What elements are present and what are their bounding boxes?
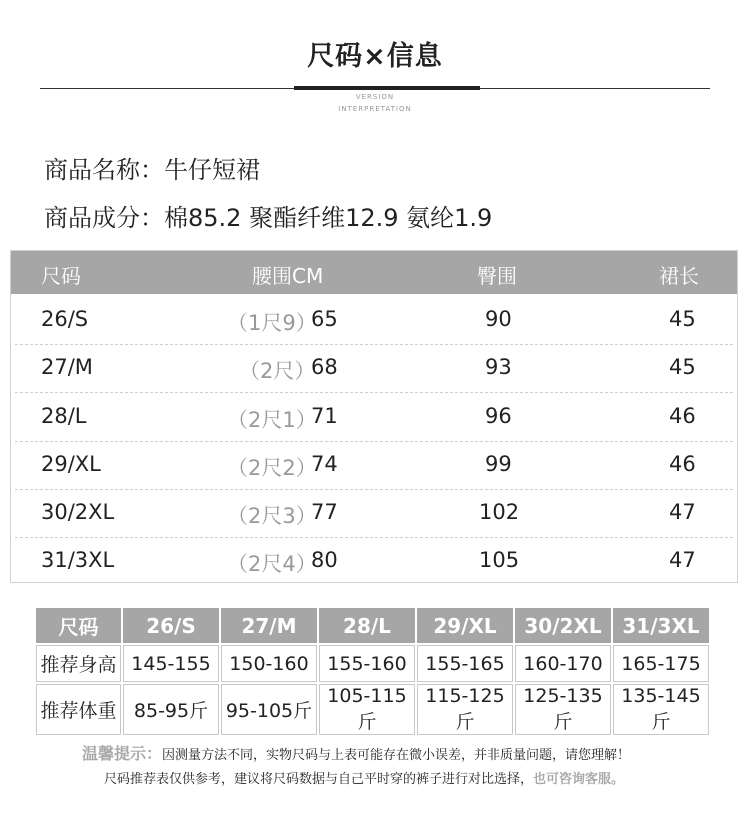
title-subtitle-version: VERSION xyxy=(355,93,395,101)
table-row xyxy=(11,394,737,442)
tip-text-1: 因测量方法不同，实物尺码与上表可能存在微小误差，并非质量问题，请您理解！ xyxy=(162,748,631,763)
row-note: （2尺4） xyxy=(227,552,317,576)
row-length: 47 xyxy=(669,548,696,572)
recommendation-table xyxy=(34,606,711,737)
size-table-header xyxy=(11,251,737,294)
tip-contact-service: 也可咨询客服。 xyxy=(533,772,625,787)
rec-header-row xyxy=(36,608,709,643)
row-note: （2尺） xyxy=(239,359,316,383)
title-subtitle-interpretation: INTERPRETATION xyxy=(338,105,412,113)
rec-header-size: 26/S xyxy=(123,608,219,643)
tip-line-2 xyxy=(104,768,624,787)
table-row xyxy=(11,345,737,393)
row-waist: 74 xyxy=(311,452,338,476)
row-waist: 65 xyxy=(311,307,338,331)
row-note: （1尺9） xyxy=(227,311,317,335)
rec-weight-value: 125-135斤 xyxy=(515,684,611,735)
rec-height-value: 165-175 xyxy=(613,645,709,682)
tip-line-1 xyxy=(82,741,630,764)
rec-height-value: 145-155 xyxy=(123,645,219,682)
rec-header-size: 30/2XL xyxy=(515,608,611,643)
rec-weight-value: 135-145斤 xyxy=(613,684,709,735)
row-size: 30/2XL xyxy=(41,500,115,524)
rec-height-value: 160-170 xyxy=(515,645,611,682)
row-waist: 77 xyxy=(311,500,338,524)
rec-header-size: 27/M xyxy=(221,608,317,643)
row-waist: 71 xyxy=(311,404,338,428)
rec-height-value: 150-160 xyxy=(221,645,317,682)
row-hip: 105 xyxy=(479,548,520,572)
page-title: 尺码×信息 xyxy=(307,41,443,72)
row-length: 46 xyxy=(669,404,696,428)
title-rule-accent xyxy=(294,86,480,90)
row-size: 27/M xyxy=(41,355,93,379)
product-material: 商品成分：棉85.2 聚酯纤维12.9 氨纶1.9 xyxy=(44,204,493,232)
rec-weight-value: 95-105斤 xyxy=(221,684,317,735)
row-length: 46 xyxy=(669,452,696,476)
row-waist: 68 xyxy=(311,355,338,379)
rec-height-value: 155-160 xyxy=(319,645,415,682)
row-divider xyxy=(15,392,733,393)
table-row xyxy=(11,538,737,586)
rec-weight-value: 105-115斤 xyxy=(319,684,415,735)
rec-header-size: 29/XL xyxy=(417,608,513,643)
size-table xyxy=(10,250,738,583)
header-length: 裙长 xyxy=(659,264,699,288)
header-size: 尺码 xyxy=(41,264,81,288)
tip-label: 温馨提示： xyxy=(82,744,163,763)
row-length: 45 xyxy=(669,307,696,331)
table-row xyxy=(11,490,737,538)
row-hip: 90 xyxy=(485,307,512,331)
row-note: （2尺3） xyxy=(227,504,317,528)
row-length: 47 xyxy=(669,500,696,524)
row-hip: 96 xyxy=(485,404,512,428)
row-size: 26/S xyxy=(41,307,89,331)
rec-header-size: 28/L xyxy=(319,608,415,643)
table-row xyxy=(11,442,737,490)
rec-height-row xyxy=(36,645,709,682)
rec-weight-label: 推荐体重 xyxy=(36,684,121,735)
rec-weight-value: 115-125斤 xyxy=(417,684,513,735)
rec-height-value: 155-165 xyxy=(417,645,513,682)
product-name: 商品名称：牛仔短裙 xyxy=(44,156,260,184)
row-hip: 102 xyxy=(479,500,520,524)
tip-text-2: 尺码推荐表仅供参考，建议将尺码数据与自己平时穿的裤子进行对比选择， xyxy=(104,772,534,787)
rec-header-label: 尺码 xyxy=(36,608,121,643)
header-waist: 腰围CM xyxy=(252,264,324,288)
row-note: （2尺1） xyxy=(227,408,317,432)
row-size: 28/L xyxy=(41,404,87,428)
row-length: 45 xyxy=(669,355,696,379)
rec-header-size: 31/3XL xyxy=(613,608,709,643)
rec-height-label: 推荐身高 xyxy=(36,645,121,682)
row-note: （2尺2） xyxy=(227,456,317,480)
rec-weight-value: 85-95斤 xyxy=(123,684,219,735)
header-hip: 臀围 xyxy=(477,264,517,288)
row-size: 31/3XL xyxy=(41,548,115,572)
row-size: 29/XL xyxy=(41,452,101,476)
row-hip: 93 xyxy=(485,355,512,379)
row-waist: 80 xyxy=(311,548,338,572)
row-hip: 99 xyxy=(485,452,512,476)
rec-weight-row xyxy=(36,684,709,735)
table-row xyxy=(11,297,737,345)
